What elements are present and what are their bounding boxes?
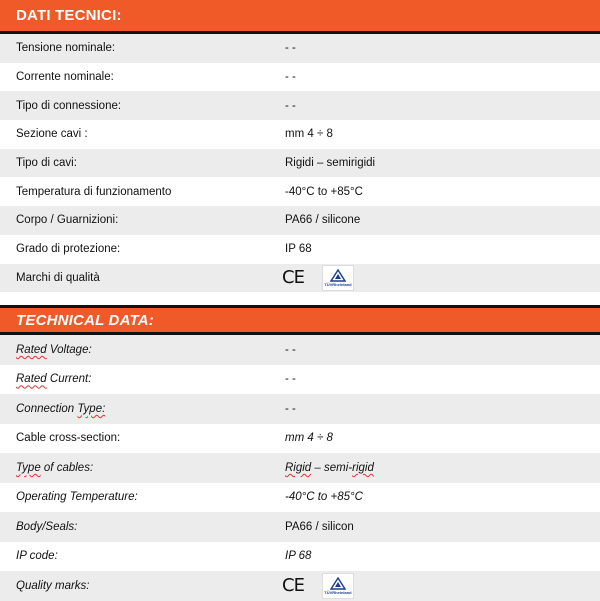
table-row <box>0 483 600 513</box>
english-section <box>0 305 600 601</box>
row-label-part: Type <box>16 461 41 474</box>
row-label-part: Rated <box>16 343 47 356</box>
row-value: Rigidi – semirigidi <box>285 157 376 170</box>
row-label: Tipo di cavi: <box>16 157 77 170</box>
row-value: - - <box>285 402 296 415</box>
row-value <box>285 462 374 474</box>
quality-marks <box>282 265 354 291</box>
english-rows <box>0 335 600 601</box>
row-label: Tipo di connessione: <box>16 99 122 112</box>
table-row <box>0 63 600 92</box>
row-label-part: Type: <box>77 402 106 415</box>
table-row <box>0 394 600 424</box>
row-label: Sezione cavi : <box>16 128 88 141</box>
quality-marks <box>282 573 354 599</box>
table-row <box>0 264 600 293</box>
ce-mark-icon: CE <box>282 267 304 289</box>
row-label: Cable cross-section: <box>16 432 121 445</box>
italian-header <box>0 0 600 34</box>
row-value-part: rigid <box>352 461 374 474</box>
tuv-rheinland-logo-icon <box>322 573 354 599</box>
italian-title: DATI TECNICI: <box>16 7 122 24</box>
row-label-part: Voltage: <box>46 343 92 356</box>
table-row <box>0 453 600 483</box>
tuv-rheinland-logo-icon <box>322 265 354 291</box>
row-value: - - <box>285 343 296 356</box>
row-label <box>16 462 93 474</box>
row-label: Corpo / Guarnizioni: <box>16 214 119 227</box>
row-value: - - <box>285 71 296 84</box>
row-label: IP code: <box>16 550 58 563</box>
row-label <box>16 344 92 356</box>
italian-section <box>0 0 600 292</box>
table-row <box>0 91 600 120</box>
tuv-mark-text: TÜVRheinland <box>324 281 352 287</box>
row-value: mm 4 ÷ 8 <box>285 128 333 141</box>
table-row <box>0 235 600 264</box>
row-label-part: of cables: <box>40 461 94 474</box>
row-label: Body/Seals: <box>16 520 78 533</box>
table-row <box>0 34 600 63</box>
table-row <box>0 335 600 365</box>
row-value: -40°C to +85°C <box>285 185 363 198</box>
row-label: Tensione nominale: <box>16 42 116 55</box>
row-label: Operating Temperature: <box>16 491 138 504</box>
row-value-part: – semi- <box>311 461 353 474</box>
row-value-part: Rigid <box>285 461 312 474</box>
row-label-part: Current: <box>46 373 92 386</box>
table-row <box>0 542 600 572</box>
row-label <box>16 403 105 415</box>
row-value: - - <box>285 373 296 386</box>
row-value: -40°C to +85°C <box>285 491 363 504</box>
row-label: Temperatura di funzionamento <box>16 185 172 198</box>
table-row <box>0 365 600 395</box>
row-value: PA66 / silicone <box>285 214 361 227</box>
italian-rows <box>0 34 600 292</box>
row-label: Corrente nominale: <box>16 71 114 84</box>
table-row <box>0 206 600 235</box>
row-label: Quality marks: <box>16 579 90 592</box>
row-value: - - <box>285 42 296 55</box>
tuv-mark-text: TÜVRheinland <box>324 589 352 595</box>
table-row <box>0 424 600 454</box>
row-label: Grado di protezione: <box>16 243 121 256</box>
ce-mark-icon: CE <box>282 575 304 597</box>
table-row <box>0 571 600 601</box>
table-row <box>0 120 600 149</box>
table-row <box>0 177 600 206</box>
table-row <box>0 149 600 178</box>
row-label: Marchi di qualità <box>16 271 100 284</box>
row-label <box>16 373 91 385</box>
row-value: PA66 / silicon <box>285 520 354 533</box>
row-value: mm 4 ÷ 8 <box>285 432 333 445</box>
row-value: - - <box>285 99 296 112</box>
row-value: IP 68 <box>285 550 312 563</box>
english-title: TECHNICAL DATA: <box>16 311 154 329</box>
table-row <box>0 512 600 542</box>
row-label-part: Rated <box>16 373 47 386</box>
english-header <box>0 305 600 335</box>
row-label-part: Connection <box>16 402 78 415</box>
row-value: IP 68 <box>285 243 312 256</box>
